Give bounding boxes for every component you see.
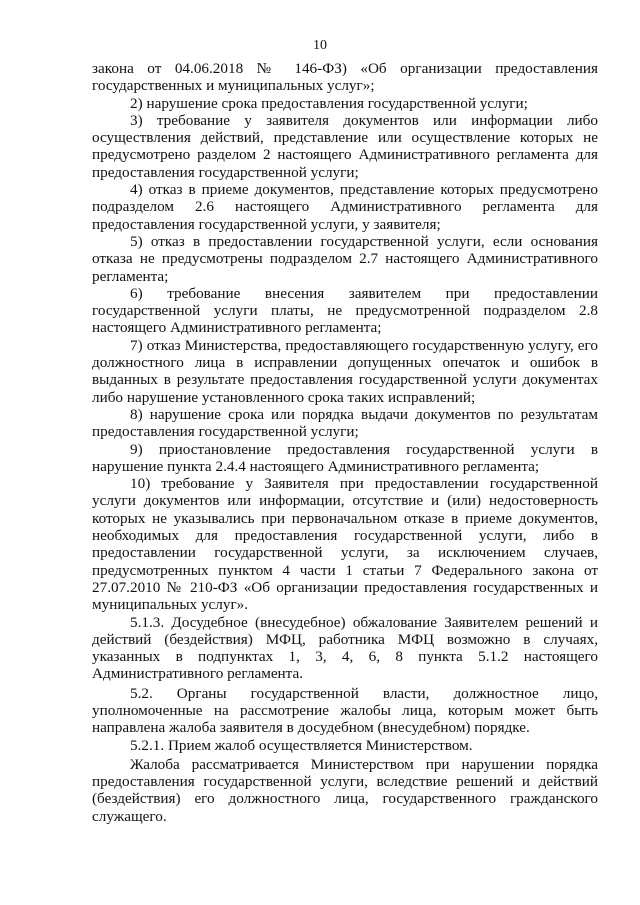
paragraph-item-10: 10) требование у Заявителя при предоставлении государственной услуги документов или информации, отсутствие и (или) недостоверность которых не указывались при первоначальном отказе в приеме документов, необходимых для предоставления государственной услуги, либо в предоставлении государственной услуги, за исключением случаев, предусмотренных пунктом 4 части 1 статьи 7 Федерального закона от 27.07.2010 № 210-ФЗ «Об организации предоставления государственных и муниципальных услуг». xyxy=(92,475,598,614)
paragraph-continuation: закона от 04.06.2018 № 146-ФЗ) «Об организации предоставления государственных и муниципальных услуг»; xyxy=(92,60,598,95)
paragraph-5-1-3: 5.1.3. Досудебное (внесудебное) обжалование Заявителем решений и действий (бездействия) МФЦ, работника МФЦ возможно в случаях, указанных в подпунктах 1, 3, 4, 6, 8 пункта 5.1.2 настоящего Административного регламента. xyxy=(92,613,598,683)
paragraph-5-2-1: 5.2.1. Прием жалоб осуществляется Министерством. xyxy=(130,736,473,754)
paragraph-item-9: 9) приостановление предоставления государственной услуги в нарушение пункта 2.4.4 настоящего Административного регламента; xyxy=(92,440,598,475)
paragraph-item-8: 8) нарушение срока или порядка выдачи документов по результатам предоставления государственной услуги; xyxy=(92,405,598,441)
paragraph-item-5: 5) отказ в предоставлении государственной услуги, если основания отказа не предусмотрены подразделом 2.7 настоящего Административного регламента; xyxy=(92,232,598,285)
paragraph-complaint: Жалоба рассматривается Министерством при нарушении порядка предоставления государственной услуги, вследствие решений и действий (бездействия) его должностного лица, государственного гражданского служащего. xyxy=(92,755,598,825)
paragraph-item-3: 3) требование у заявителя документов или информации либо осуществления действий, представление или осуществление которых не предусмотрено разделом 2 настоящего Административного регламента для предоставления государственной услуги; xyxy=(92,111,598,181)
document-body xyxy=(92,60,598,825)
paragraph-item-4: 4) отказ в приеме документов, представление которых предусмотрено подразделом 2.6 настоящего Административного регламента для предоставления государственной услуги, у заявителя; xyxy=(92,181,598,233)
paragraph-item-2: 2) нарушение срока предоставления государственной услуги; xyxy=(130,94,528,112)
paragraph-item-6: 6) требование внесения заявителем при предоставлении государственной услуги платы, не предусмотренной подразделом 2.8 настоящего Административного регламента; xyxy=(92,284,598,337)
paragraph-item-7: 7) отказ Министерства, предоставляющего государственную услугу, его должностного лица в исправлении допущенных опечаток и ошибок в выданных в результате предоставления государственной услуги документах либо нарушение установленного срока таких исправлений; xyxy=(92,336,598,406)
paragraph-5-2: 5.2. Органы государственной власти, должностное лицо, уполномоченные на рассмотрение жалобы лица, которым может быть направлена жалоба заявителя в досудебном (внесудебном) порядке. xyxy=(92,684,598,737)
page-number: 10 xyxy=(313,38,327,53)
